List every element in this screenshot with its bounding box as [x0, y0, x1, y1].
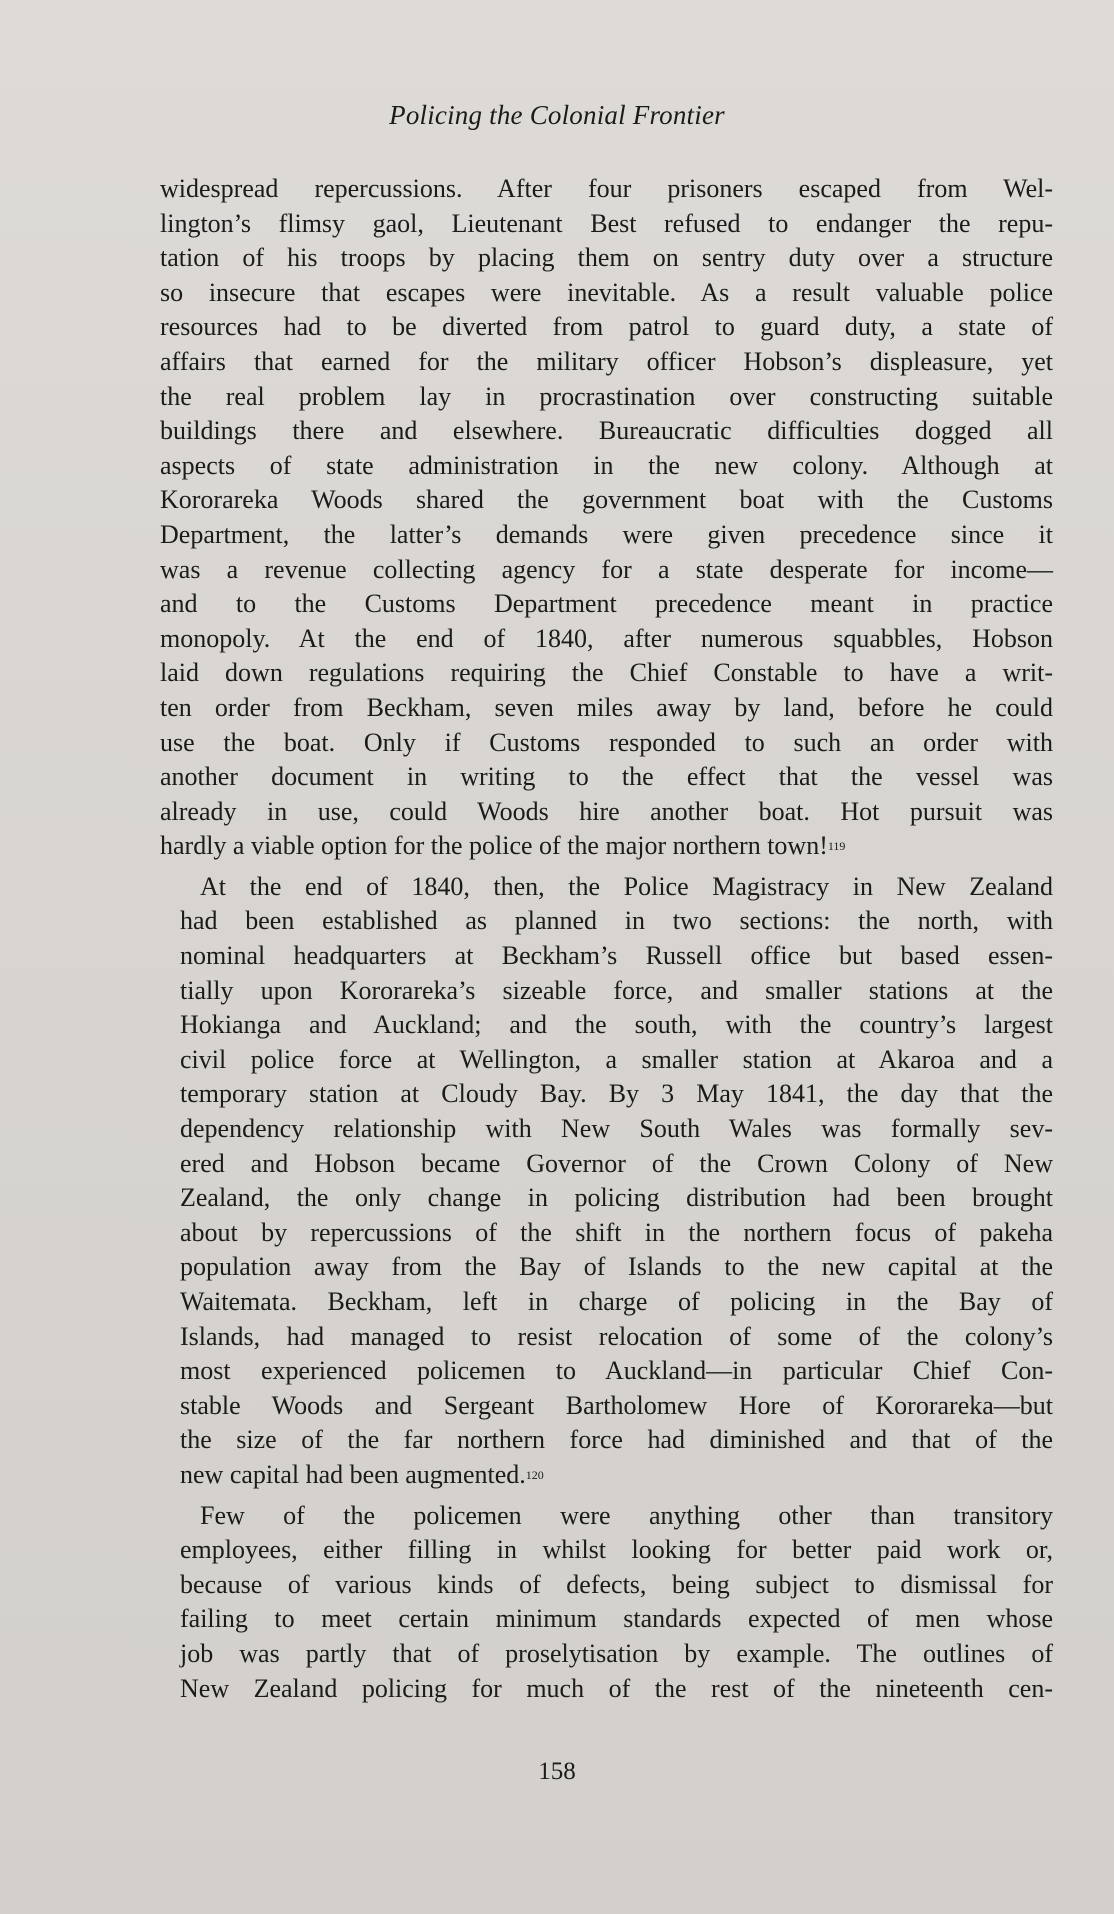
text-line: Waitemata. Beckham, left in charge of policing in the Bay of	[180, 1287, 1053, 1316]
text-line-content: new capital had been augmented.	[180, 1459, 526, 1489]
running-head: Policing the Colonial Frontier	[389, 100, 725, 130]
text-line: temporary station at Cloudy Bay. By 3 May 1841, the day that the	[180, 1079, 1053, 1109]
text-line: failing to meet certain minimum standards expected of men whose	[180, 1604, 1053, 1634]
text-line: the size of the far northern force had diminished and that of the	[180, 1425, 1053, 1455]
text-line: affairs that earned for the military officer Hobson’s displeasure, yet	[160, 346, 1053, 376]
text-line: about by repercussions of the shift in the northern focus of pakeha	[180, 1217, 1053, 1247]
page-number: 158	[538, 1758, 576, 1785]
text-line: Department, the latter’s demands were given precedence since it	[160, 519, 1053, 549]
text-line: population away from the Bay of Islands to the new capital at the	[180, 1252, 1053, 1282]
text-line	[160, 1458, 1053, 1493]
text-line: was a revenue collecting agency for a state desperate for income—	[160, 554, 1053, 584]
text-line: another document in writing to the effect that the vessel was	[160, 762, 1053, 792]
text-line: Hokianga and Auckland; and the south, with the country’s largest	[180, 1010, 1053, 1040]
paragraph-1	[160, 172, 1053, 864]
text-line: tation of his troops by placing them on sentry duty over a structure	[160, 243, 1053, 273]
text-line-content: hardly a viable option for the police of the major northern town!	[160, 831, 828, 861]
text-line: aspects of state administration in the new colony. Although at	[160, 450, 1053, 480]
text-line: lington’s flimsy gaol, Lieutenant Best refused to endanger the repu-	[160, 208, 1053, 238]
text-line: buildings there and elsewhere. Bureaucratic difficulties dogged all	[160, 416, 1053, 446]
text-line: use the boat. Only if Customs responded to such an order with	[160, 727, 1053, 757]
text-line: widespread repercussions. After four prisoners escaped from Wel-	[160, 174, 1053, 203]
text-line: tially upon Kororareka’s sizeable force, and smaller stations at the	[180, 975, 1053, 1005]
text-line: nominal headquarters at Beckham’s Russell office but based essen-	[180, 941, 1053, 971]
text-line: because of various kinds of defects, being subject to dismissal for	[180, 1569, 1053, 1599]
text-line: and to the Customs Department precedence meant in practice	[160, 589, 1053, 619]
text-line: most experienced policemen to Auckland—in particular Chief Con-	[180, 1356, 1053, 1386]
body-text	[160, 172, 1053, 1706]
text-line: employees, either filling in whilst looking for better paid work or,	[180, 1535, 1053, 1565]
text-line: monopoly. At the end of 1840, after numerous squabbles, Hobson	[160, 623, 1053, 653]
text-line: Kororareka Woods shared the government boat with the Customs	[160, 485, 1053, 515]
text-line: already in use, could Woods hire another boat. Hot pursuit was	[160, 796, 1053, 826]
footnote-ref-119: 119	[827, 839, 846, 854]
text-line: job was partly that of proselytisation by example. The outlines of	[180, 1638, 1053, 1668]
text-line: laid down regulations requiring the Chief Constable to have a writ-	[160, 658, 1053, 688]
text-line: had been established as planned in two sections: the north, with	[180, 906, 1053, 936]
text-line: resources had to be diverted from patrol to guard duty, a state of	[160, 312, 1053, 342]
text-line: civil police force at Wellington, a smaller station at Akaroa and a	[180, 1044, 1053, 1074]
paragraph-2	[160, 870, 1053, 1493]
text-line: New Zealand policing for much of the rest of the nineteenth cen-	[180, 1673, 1053, 1703]
text-line: stable Woods and Sergeant Bartholomew Hore of Kororareka—but	[180, 1390, 1053, 1420]
text-line: so insecure that escapes were inevitable. As a result valuable police	[160, 277, 1053, 307]
text-line: At the end of 1840, then, the Police Magistracy in New Zealand	[200, 871, 1053, 901]
text-line: Islands, had managed to resist relocation of some of the colony’s	[180, 1321, 1053, 1351]
text-line: dependency relationship with New South Wales was formally sev-	[180, 1114, 1053, 1144]
text-line: ten order from Beckham, seven miles away by land, before he could	[160, 692, 1053, 722]
footnote-ref-120: 120	[525, 1467, 544, 1482]
text-line: the real problem lay in procrastination over constructing suitable	[160, 381, 1053, 411]
text-line: ered and Hobson became Governor of the Crown Colony of New	[180, 1148, 1053, 1178]
paragraph-3	[160, 1499, 1053, 1707]
text-line: Zealand, the only change in policing distribution had been brought	[180, 1183, 1053, 1213]
text-line	[160, 829, 1053, 864]
text-line: Few of the policemen were anything other than transitory	[200, 1500, 1053, 1530]
